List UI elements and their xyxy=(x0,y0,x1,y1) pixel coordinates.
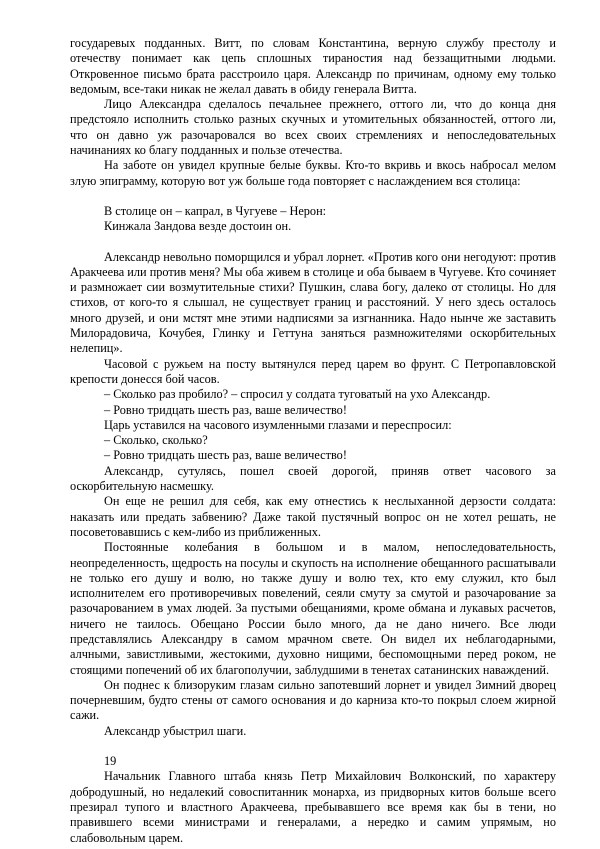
paragraph: Он еще не решил для себя, как ему отнестись к неслыханной дерзости солдата: наказать или предать забвению? Даже такой пустячный вопрос он не хотел решать, не посоветовавшись с кем-либо из приближенных. xyxy=(70,494,556,539)
dialogue-line: – Ровно тридцать шесть раз, ваше величество! xyxy=(104,448,347,463)
paragraph: Постоянные колебания в большом и в малом, непоследовательность, неопределенность, щедрость на посулы и скупость на исполнение обещанного расшатывали не только его душу и волю, но также душу и волю тех, кто ему служил, кто был исполнителем его противоречивых повелений, сеяли смуту за смутой и разочарование за разочарованием в умах людей. За пустыми обещаниями, кроме обмана и лукавых расчетов, ничего не таилось. Обещано России было много, да не дано ничего. Все люди представлялись Александру в самом мрачном свете. Он видел их неблагодарными, алчными, завистливыми, жестокими, духовно нищими, беспомощными перед роком, не стоящими попечений об их благополучии, заблудшими в тенетах сатанинских наваждений. xyxy=(70,540,556,677)
paragraph: Александр невольно поморщился и убрал лорнет. «Против кого они негодуют: против Аракчеева или против меня? Мы оба живем в столице и оба бываем в Чугуеве. Кто сочиняет и размножает сии возмутительные стихи? Пушкин, слава богу, далеко от столицы. Но для стихов, от кого-то я слышал, не существует границ и расстояний. У него здесь осталось много друзей, и они мстят мне этими надписями за изгнанника. Надо нынче же заставить Милорадовича, Кочубея, Глинку и Геттуна заняться размножителями оскорбительных нелепиц». xyxy=(70,249,556,356)
paragraph: Царь уставился на часового изумленными глазами и переспросил: xyxy=(104,417,452,432)
paragraph: Александр, сутулясь, пошел своей дорогой, приняв ответ часового за оскорбительную насмешку. xyxy=(70,463,556,494)
paragraph: Часовой с ружьем на посту вытянулся перед царем во фрунт. С Петропавловской крепости донесся бой часов. xyxy=(70,356,556,386)
section-number: 19 xyxy=(104,754,117,769)
paragraph: На заботе он увидел крупные белые буквы. Кто-то вкривь и вкось набросал мелом злую эпиграмму, которую вот уж больше года повторяет с наслаждением вся столица: xyxy=(70,158,556,188)
paragraph: государевых подданных. Витт, по словам Константина, верную службу престолу и отечеству понимает как цепь сплошных тираностия над беззащитными людьми. Откровенное письмо брата расстроило царя. Александр по причинам, одному ему только ведомым, все-таки никак не желал давать в обиду генерала Витта. xyxy=(70,36,556,96)
epigram-line: Кинжала Зандова везде достоин он. xyxy=(104,219,292,234)
dialogue-line: – Ровно тридцать шесть раз, ваше величество! xyxy=(104,402,347,417)
paragraph: Он поднес к близоруким глазам сильно запотевший лорнет и увидел Зимний дворец почерневшим, будто стены от самого основания и до карниза кто-то покрыл слоем жирной сажи. xyxy=(70,677,556,723)
paragraph: Лицо Александра сделалось печальнее прежнего, оттого ли, что до конца дня предстояло исполнить столько разных скучных и утомительных обязанностей, оттого ли, что он давно уж разочаровался во всех своих стремлениях и непоследовательных начинаниях ко благу подданных и пользе отечества. xyxy=(70,97,556,158)
dialogue-line: – Сколько раз пробило? – спросил у солдата туговатый на ухо Александр. xyxy=(104,387,491,402)
paragraph: Александр убыстрил шаги. xyxy=(104,723,247,738)
document-page xyxy=(70,36,556,846)
paragraph: Начальник Главного штаба князь Петр Михайлович Волконский, по характеру добродушный, но недалекий совоспитанник монарха, из придворных китов больше всего презирал тупого и властного Аракчеева, пребывавшего все время как бы в тени, но правившего всеми министрами и генералами, а нередко и самим упрямым, но слабовольным царем. xyxy=(70,769,556,845)
dialogue-line: – Сколько, сколько? xyxy=(104,433,208,448)
epigram-line: В столице он – капрал, в Чугуеве – Нерон: xyxy=(104,203,327,218)
